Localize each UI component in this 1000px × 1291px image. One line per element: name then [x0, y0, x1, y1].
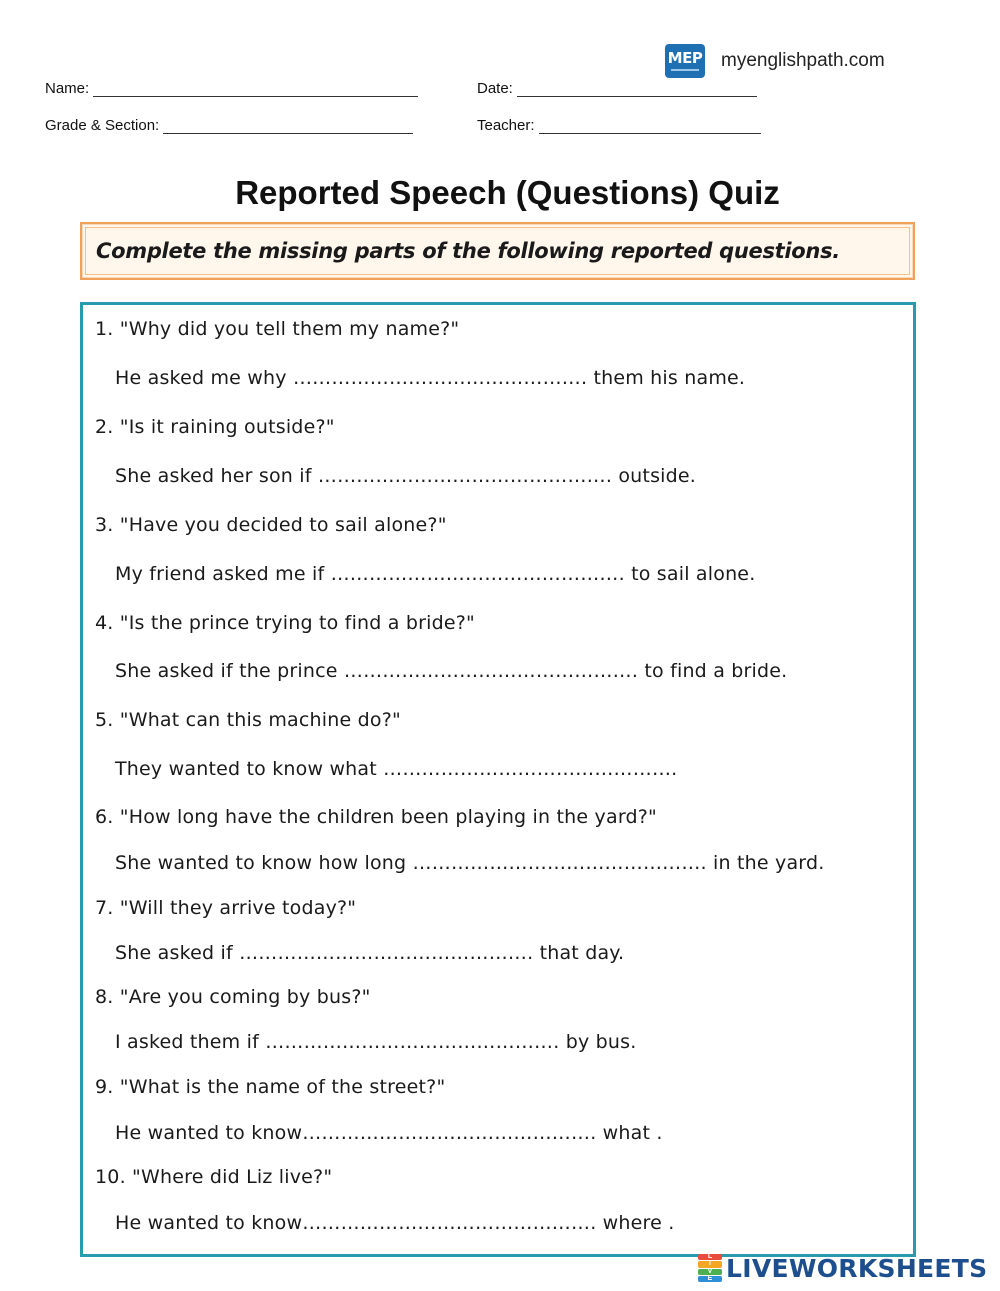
answer-5[interactable]: They wanted to know what ………………………………………. — [115, 758, 678, 780]
mep-logo — [665, 44, 705, 78]
icon-letter-i: I — [698, 1261, 722, 1267]
logo-underline — [671, 69, 699, 71]
logo-text: MEP — [667, 49, 703, 67]
liveworksheets-text: LIVEWORKSHEETS — [726, 1253, 988, 1283]
question-4: 4. "Is the prince trying to find a bride?" — [95, 612, 475, 634]
name-label: Name: — [45, 80, 90, 97]
answer-3[interactable]: My friend asked me if ………………………………………. to sail alone. — [115, 563, 756, 585]
answer-7[interactable]: She asked if ………………………………………. that day. — [115, 942, 625, 964]
grade-input-line[interactable] — [163, 119, 413, 134]
answer-6[interactable]: She wanted to know how long ………………………………………. in the yard. — [115, 852, 825, 874]
brand-site: myenglishpath.com — [721, 50, 885, 71]
grade-label: Grade & Section: — [45, 117, 160, 134]
answer-10[interactable]: He wanted to know………………………………………. where . — [115, 1212, 675, 1234]
page-title: Reported Speech (Questions) Quiz — [235, 174, 780, 211]
answer-9[interactable]: He wanted to know………………………………………. what . — [115, 1122, 663, 1144]
brand — [665, 44, 885, 78]
teacher-field — [477, 117, 761, 134]
questions-box — [80, 302, 916, 1257]
question-1: 1. "Why did you tell them my name?" — [95, 318, 460, 340]
question-9: 9. "What is the name of the street?" — [95, 1076, 446, 1098]
instruction-banner — [80, 222, 915, 280]
question-2: 2. "Is it raining outside?" — [95, 416, 335, 438]
answer-4[interactable]: She asked if the prince ………………………………………. to find a bride. — [115, 660, 788, 682]
teacher-input-line[interactable] — [539, 119, 761, 134]
question-7: 7. "Will they arrive today?" — [95, 897, 357, 919]
icon-letter-e: E — [698, 1276, 722, 1282]
question-10: 10. "Where did Liz live?" — [95, 1166, 333, 1188]
answer-8[interactable]: I asked them if ………………………………………. by bus. — [115, 1031, 637, 1053]
teacher-label: Teacher: — [477, 117, 535, 134]
liveworksheets-logo — [698, 1253, 987, 1283]
instruction-text: Complete the missing parts of the following reported questions. — [85, 227, 910, 275]
answer-1[interactable]: He asked me why ………………………………………. them his name. — [115, 367, 746, 389]
date-field — [477, 80, 757, 97]
question-3: 3. "Have you decided to sail alone?" — [95, 514, 447, 536]
question-6: 6. "How long have the children been playing in the yard?" — [95, 806, 657, 828]
question-5: 5. "What can this machine do?" — [95, 709, 401, 731]
question-8: 8. "Are you coming by bus?" — [95, 986, 371, 1008]
liveworksheets-icon — [698, 1254, 722, 1282]
name-input-line[interactable] — [93, 82, 418, 97]
answer-2[interactable]: She asked her son if ………………………………………. outside. — [115, 465, 697, 487]
icon-letter-l: L — [698, 1254, 722, 1260]
name-field — [45, 80, 418, 97]
grade-field — [45, 117, 413, 134]
icon-letter-v: V — [698, 1269, 722, 1275]
date-input-line[interactable] — [517, 82, 757, 97]
date-label: Date: — [477, 80, 513, 97]
